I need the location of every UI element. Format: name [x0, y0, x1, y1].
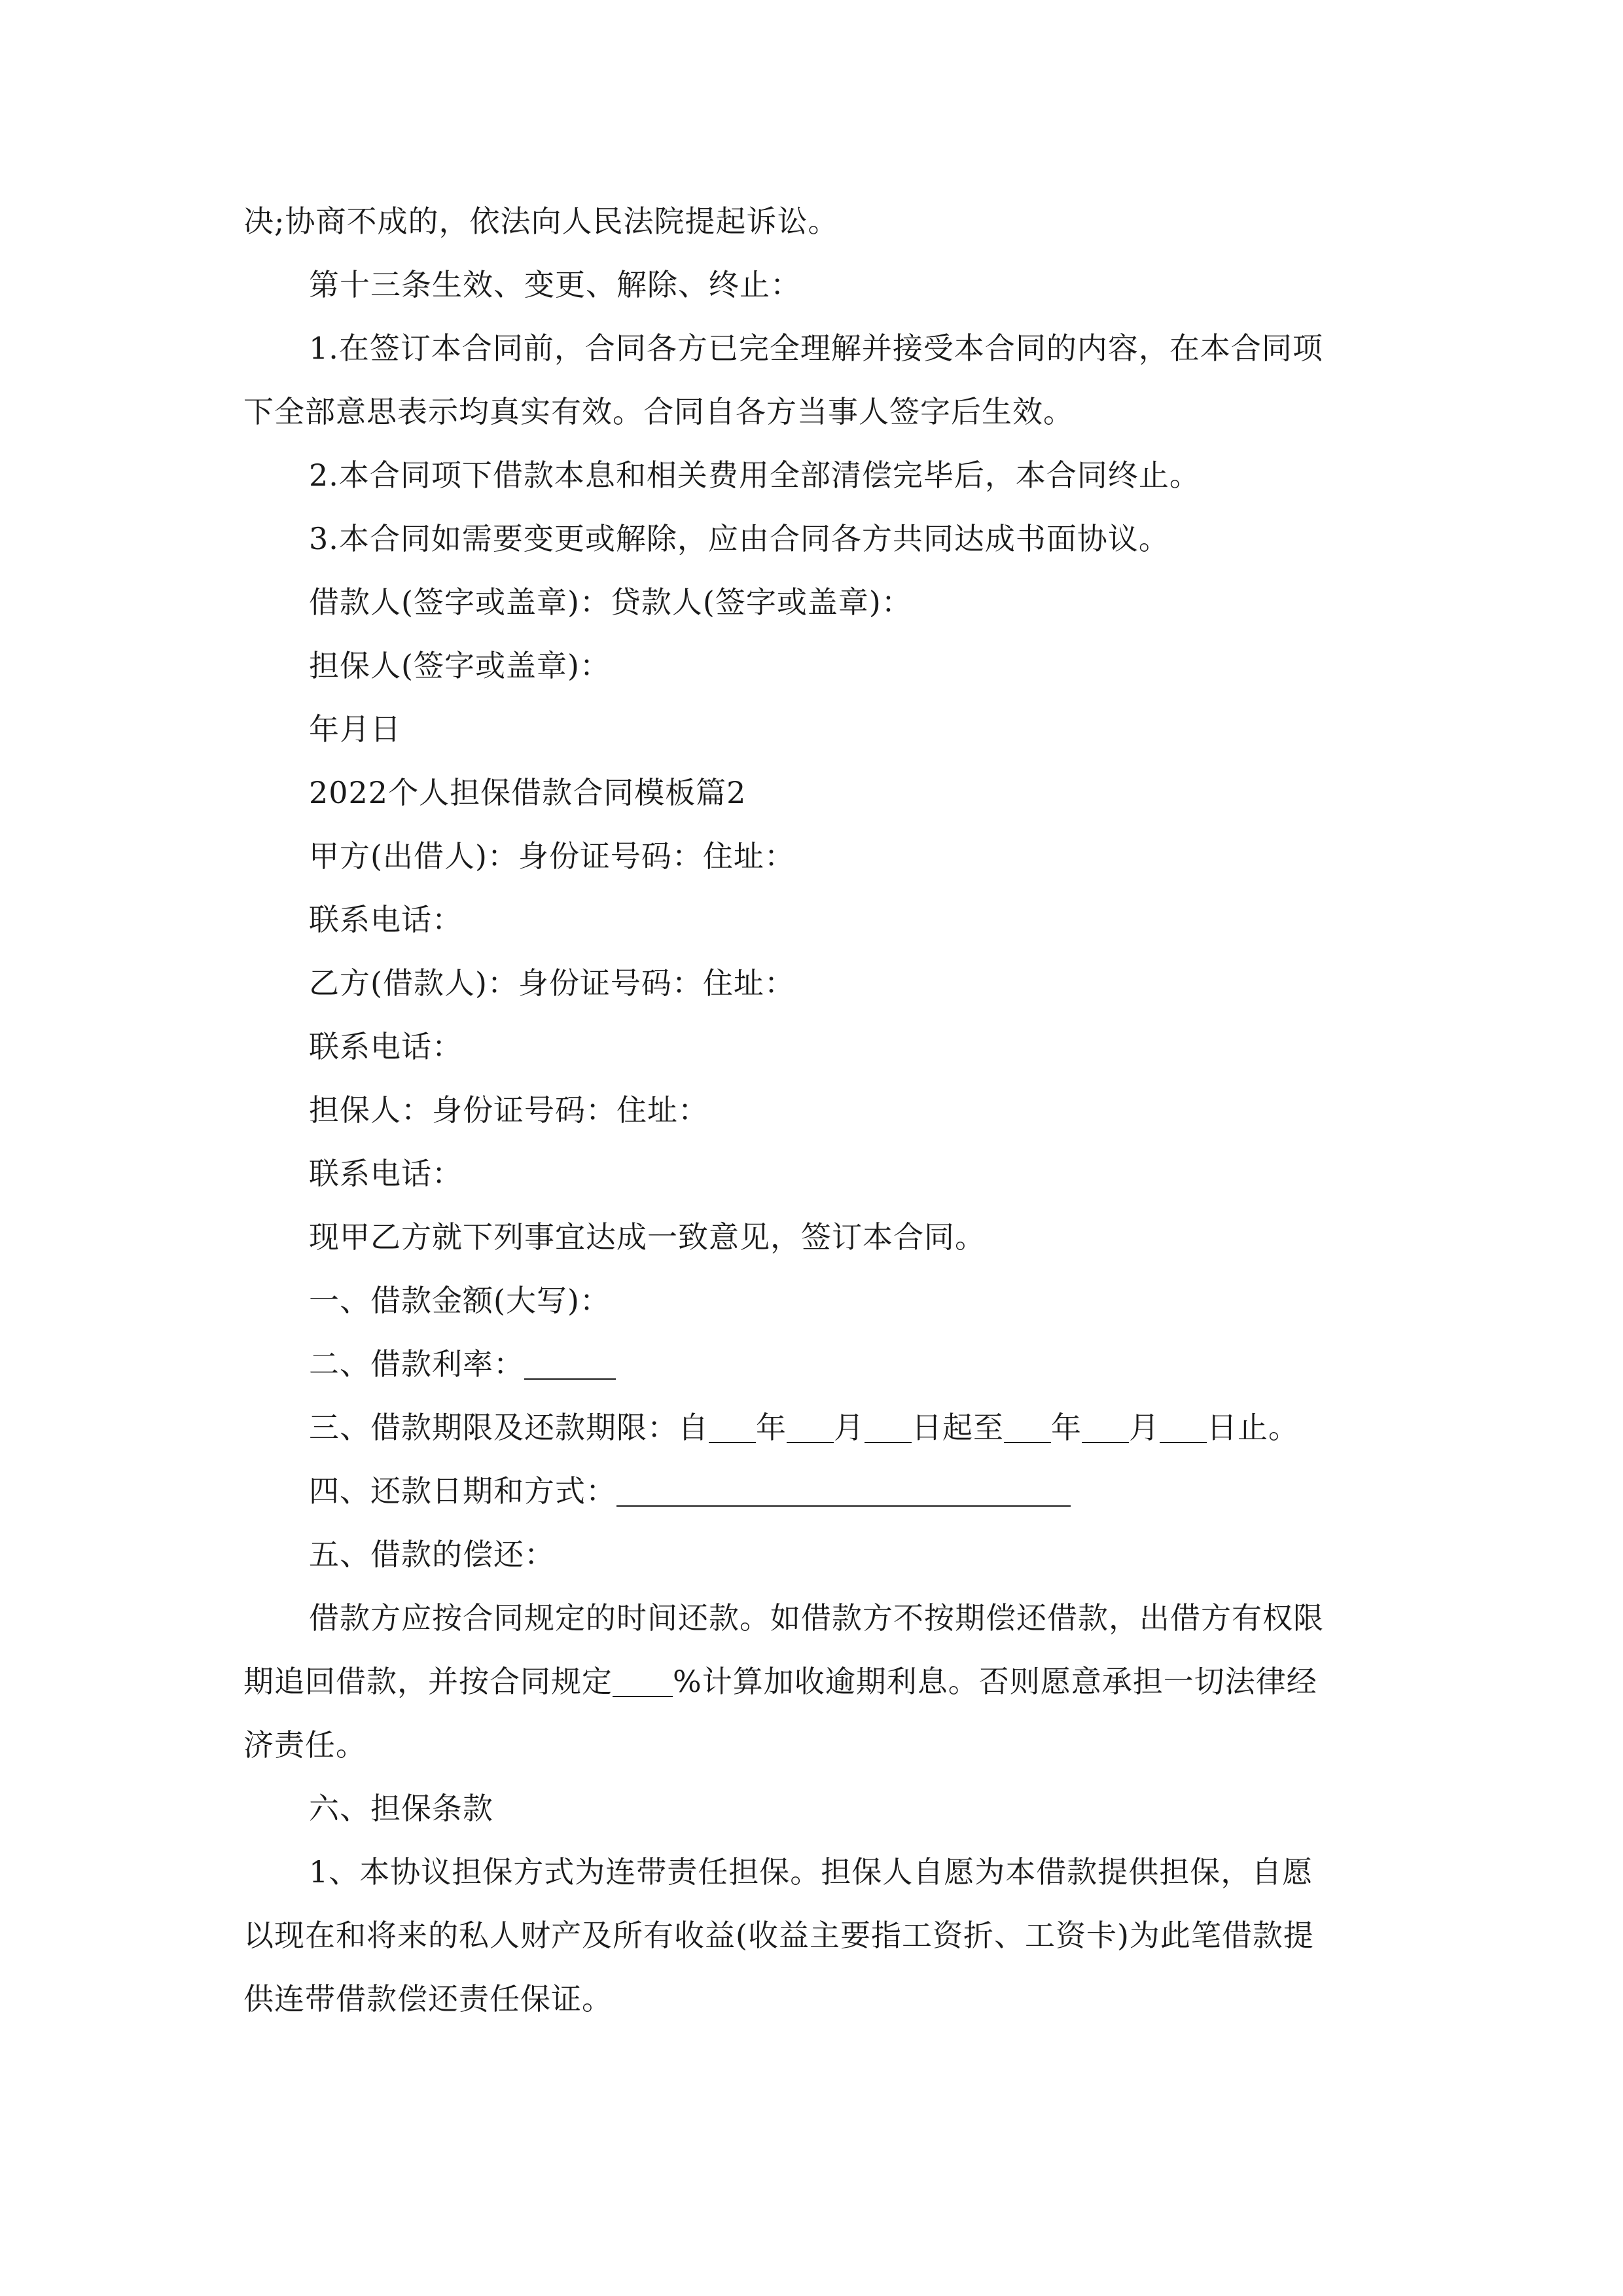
guarantee-para-line: 供连带借款偿还责任保证。: [243, 1981, 613, 2017]
term-year-label: 年: [1051, 1410, 1082, 1445]
guarantee-para-line: 1、本协议担保方式为连带责任担保。担保人自愿为本借款提供担保，自愿: [309, 1854, 1313, 1890]
term-year-label: 年: [756, 1410, 787, 1445]
end-month-blank: [1082, 1412, 1129, 1443]
repayment-method-line: [243, 1460, 1382, 1523]
repayment-para-line: [243, 1650, 1382, 1713]
repayment-para-line: 借款方应按合同规定的时间还款。如借款方不按期偿还借款，出借方有权限: [309, 1600, 1324, 1636]
party-b-phone: 联系电话：: [309, 1029, 463, 1064]
loan-amount-line: 一、借款金额(大写)：: [309, 1283, 611, 1318]
signature-line-guarantor: 担保人(签字或盖章)：: [309, 648, 611, 683]
start-month-blank: [787, 1412, 834, 1443]
date-line: 年月日: [309, 711, 401, 747]
text-line: 决;协商不成的，依法向人民法院提起诉讼。: [243, 204, 839, 239]
start-day-blank: [865, 1412, 912, 1443]
signature-line-borrower-lender: 借款人(签字或盖章)：贷款人(签字或盖章)：: [309, 584, 912, 620]
term-day-label: 日起至: [912, 1410, 1004, 1445]
article-13-heading: 第十三条生效、变更、解除、终止：: [309, 267, 801, 302]
guarantor-line: 担保人：身份证号码：住址：: [309, 1092, 709, 1128]
document-page: [243, 190, 1382, 2031]
text-line: 1.在签订本合同前，合同各方已完全理解并接受本合同的内容，在本合同项: [309, 331, 1323, 366]
repayment-heading: 五、借款的偿还：: [309, 1537, 555, 1572]
end-year-blank: [1004, 1412, 1051, 1443]
repayment-text: %计算加收逾期利息。否则愿意承担一切法律经: [673, 1664, 1317, 1699]
text-line: 3.本合同如需要变更或解除，应由合同各方共同达成书面协议。: [309, 521, 1169, 556]
party-b-line: 乙方(借款人)：身份证号码：住址：: [309, 965, 795, 1001]
repayment-method-blank: [616, 1475, 1071, 1507]
repayment-method-label: 四、还款日期和方式：: [309, 1473, 616, 1509]
section-title: 2022个人担保借款合同模板篇2: [309, 775, 747, 810]
term-day-label: 日止。: [1207, 1410, 1299, 1445]
overdue-rate-blank: [613, 1666, 673, 1697]
repayment-text: 期追回借款，并按合同规定: [243, 1664, 613, 1699]
term-month-label: 月: [1129, 1410, 1160, 1445]
agreement-intro: 现甲乙方就下列事宜达成一致意见，签订本合同。: [309, 1219, 986, 1255]
guarantee-para-line: 以现在和将来的私人财产及所有收益(收益主要指工资折、工资卡)为此笔借款提: [243, 1918, 1314, 1953]
party-a-phone: 联系电话：: [309, 902, 463, 937]
guarantor-phone: 联系电话：: [309, 1156, 463, 1191]
term-label: 三、借款期限及还款期限：自: [309, 1410, 709, 1445]
text-line: 下全部意思表示均真实有效。合同自各方当事人签字后生效。: [243, 394, 1074, 429]
repayment-para-line: 济责任。: [243, 1727, 366, 1763]
loan-term-line: [243, 1396, 1382, 1460]
end-day-blank: [1160, 1412, 1207, 1443]
interest-rate-label: 二、借款利率：: [309, 1346, 524, 1382]
party-a-line: 甲方(出借人)：身份证号码：住址：: [309, 838, 795, 874]
interest-rate-line: [243, 1333, 1382, 1396]
text-line: 2.本合同项下借款本息和相关费用全部清偿完毕后，本合同终止。: [309, 457, 1200, 493]
term-month-label: 月: [834, 1410, 865, 1445]
interest-rate-blank: [524, 1348, 616, 1380]
start-year-blank: [709, 1412, 756, 1443]
guarantee-heading: 六、担保条款: [309, 1791, 493, 1826]
